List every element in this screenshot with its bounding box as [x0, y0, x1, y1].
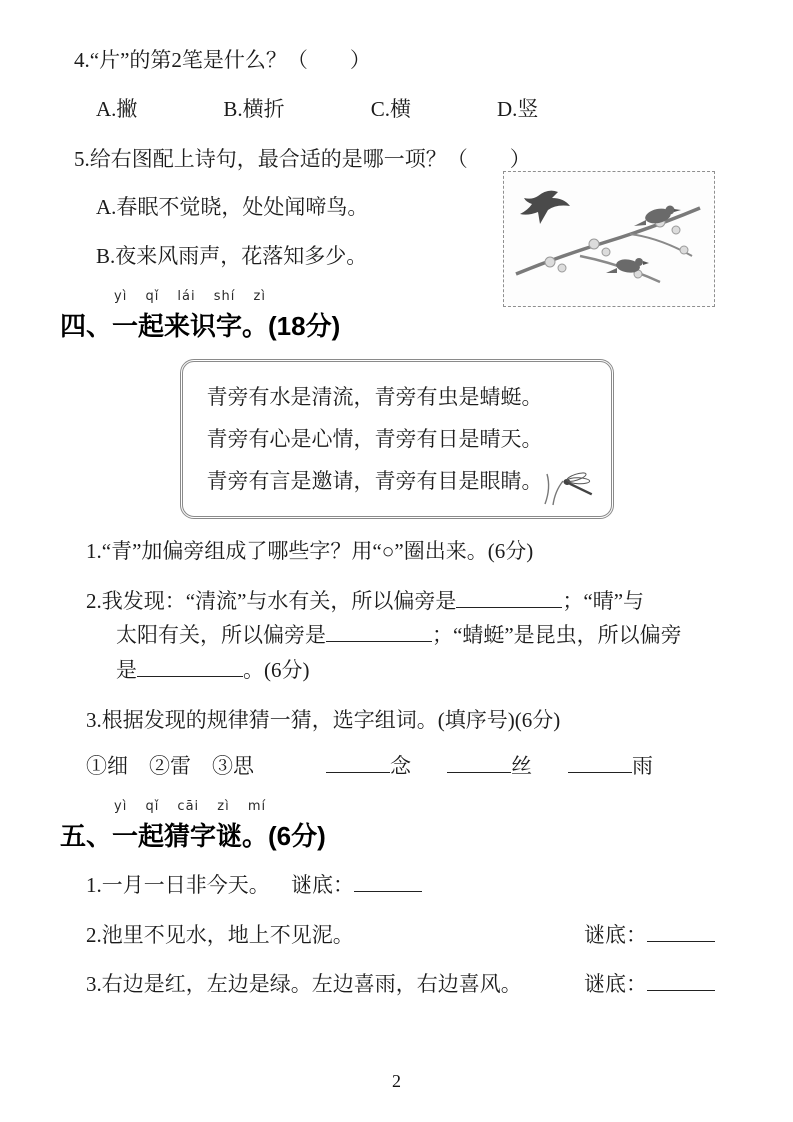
question-4-options [60, 93, 733, 123]
item-2-text: 2.我发现：“清流”与水有关，所以偏旁是 [86, 588, 457, 613]
dragonfly-icon [537, 462, 605, 512]
riddle-2-text: 2.池里不见水，地上不见泥。 [86, 922, 354, 947]
answer-blank [447, 751, 511, 773]
answer-blank [647, 920, 715, 942]
answer-blank [647, 969, 715, 991]
item-3-choices-line [86, 749, 733, 784]
question-4 [60, 44, 733, 123]
riddle-2 [60, 918, 733, 953]
answer-blank [568, 751, 632, 773]
answer-blank [354, 870, 422, 892]
riddle-3 [60, 967, 733, 1002]
riddle-1-text: 1.一月一日非今天。 [86, 872, 270, 897]
question-4-text: 4.“片”的第2笔是什么？（ ） [74, 48, 371, 72]
answer-label: 谜底： [291, 872, 354, 897]
page-number: 2 [392, 1071, 401, 1091]
section-4-pinyin: yì qǐ lái shí zì [114, 289, 266, 305]
riddle-3-answer [584, 967, 715, 1002]
answer-label: 谜底： [584, 972, 647, 997]
question-5-option-a: A.春眠不觉晓，处处闻啼鸟。 [96, 195, 369, 220]
item-3-choices: ①细 ②雷 ③思 [86, 754, 254, 779]
riddle-1 [60, 868, 733, 903]
word-blank-2 [447, 749, 532, 784]
question-4-option-b: B.横折 [223, 96, 285, 121]
section-4-item-3 [60, 703, 733, 784]
item-2-text: ；“蜻蜓”是昆虫，所以偏旁 [432, 623, 682, 648]
section-4-item-2 [60, 584, 733, 688]
riddle-3-text: 3.右边是红，左边是绿。左边喜雨，右边喜风。 [86, 972, 522, 997]
item-2-text: ；“晴”与 [562, 588, 645, 613]
riddle-1-answer [291, 873, 422, 897]
answer-label: 谜底： [584, 922, 647, 947]
word-char: 雨 [632, 754, 653, 779]
answer-blank [456, 586, 562, 608]
item-2-line-2 [86, 618, 733, 653]
section-4-title: 四、一起来识字。(18分) [60, 311, 341, 342]
word-blank-3 [568, 749, 653, 784]
word-char: 念 [390, 754, 411, 779]
section-5-title: 五、一起猜字谜。(6分) [60, 820, 326, 851]
bird-blossom-illustration [503, 171, 715, 307]
item-2-line-3 [86, 653, 733, 688]
item-2-line-1 [86, 584, 733, 619]
item-2-text: 。(6分) [243, 658, 310, 683]
question-4-option-c: C.横 [370, 96, 411, 121]
answer-blank [326, 620, 432, 642]
word-char: 丝 [511, 754, 532, 779]
item-3-word-blanks [326, 749, 653, 784]
question-5-text: 5.给右图配上诗句，最合适的是哪一项？（ ） [74, 146, 531, 171]
literacy-box-line: 青旁有言是邀请，青旁有目是眼睛。 [206, 469, 543, 494]
section-4-item-1: 1.“青”加偏旁组成了哪些字？用“○”圈出来。(6分) [86, 539, 534, 564]
item-3-text: 3.根据发现的规律猜一猜，选字组词。(填序号)(6分) [86, 707, 561, 732]
word-blank-1 [326, 749, 411, 784]
question-5 [60, 143, 733, 273]
section-5-pinyin: yì qǐ cāi zì mí [114, 798, 267, 814]
item-2-text: 太阳有关，所以偏旁是 [116, 623, 326, 648]
question-4-option-d: D.竖 [496, 96, 539, 121]
literacy-box-line: 青旁有水是清流，青旁有虫是蜻蜓。 [206, 385, 543, 410]
riddle-2-answer [584, 918, 715, 953]
item-2-text: 是 [116, 658, 137, 683]
literacy-text-box [180, 359, 614, 519]
question-4-option-a: A.撇 [96, 96, 138, 121]
question-5-option-b: B.夜来风雨声，花落知多少。 [96, 243, 368, 268]
literacy-box-line: 青旁有心是心情，青旁有日是晴天。 [206, 427, 543, 452]
answer-blank [137, 655, 243, 677]
answer-blank [326, 751, 390, 773]
